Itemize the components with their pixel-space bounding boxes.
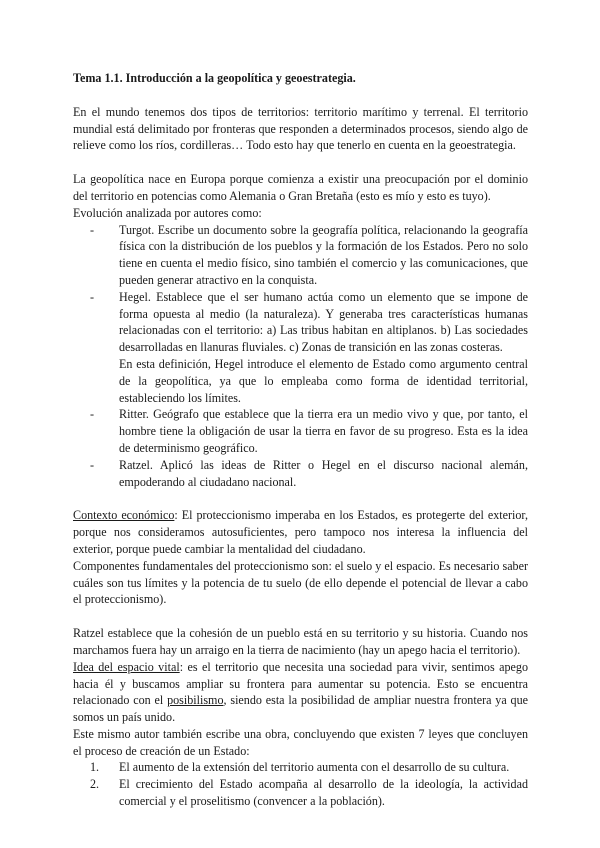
paragraph-protectionism-components: Componentes fundamentales del proteccionismo son: el suelo y el espacio. Es necesario saber cuáles son tus límites y la potencia de tu suelo (de ello depende el potencial de llevar a cabo el proteccionismo). (73, 558, 528, 607)
paragraph-territories: En el mundo tenemos dos tipos de territorios: territorio marítimo y terrenal. El territorio mundial está delimitado por fronteras que responden a determinados procesos, siendo algo de relieve como los ríos, cordilleras… Todo esto hay que tenerlo en cuenta en la geoestrategia. (73, 104, 528, 153)
law-item (90, 759, 528, 776)
author-hegel-extra: En esta definición, Hegel introduce el elemento de Estado como argumento central de la geopolítica, ya que lo empleaba como forma de identidad territorial, estableciendo los límites. (119, 356, 528, 405)
author-item-turgot: - Turgot. Escribe un documento sobre la geografía política, relacionando la geografía física con la distribución de los pueblos y la formación de los Estados. Pero no solo tiene en cuenta el medio físico, sino también el comercio y las comunicaciones, que pueden generar atractivo en la conquista. (119, 222, 528, 289)
economic-context-text: : El proteccionismo imperaba en los Estados, es protegerte del exterior, porque nos consideramos autosuficientes, pero tampoco nos interesa la influencia del exterior, porque puede cambiar la mentalidad del ciudadano. (73, 508, 528, 556)
document-page (73, 70, 528, 810)
author-hegel-text: Hegel. Establece que el ser humano actúa como un elemento que se impone de forma opuesta al medio (la naturaleza). Y generaba tres características humanas relacionadas con el territorio: a) Las tribus habitan en altiplanos. b) Las sociedades desarrolladas en llanuras fluviales. c) Zonas de transición en las zonas costeras. (119, 289, 528, 355)
law-number: 2. (90, 777, 100, 792)
laws-list (73, 759, 528, 809)
paragraph-seven-laws-intro: Este mismo autor también escribe una obra, concluyendo que existen 7 leyes que concluyen el proceso de creación de un Estado: (73, 726, 528, 758)
vital-space-text-2: , siendo esta la posibilidad de ampliar nuestra frontera ya que somos un país unido. (73, 693, 528, 725)
paragraph-vital-space (73, 659, 528, 726)
authors-list (73, 222, 528, 491)
section-title: Tema 1.1. Introducción a la geopolítica y geoestrategia. (73, 71, 356, 85)
vital-space-text-1: : es el territorio que necesita una sociedad para vivir, sentimos apego hacia él y buscamos ampliar su frontera para aumentar su potencia. Esto se encuentra relacionado con el (73, 659, 528, 708)
author-item-hegel (119, 289, 528, 407)
economic-context-label: Contexto económico (73, 508, 175, 523)
law-text: El aumento de la extensión del territorio aumenta con el desarrollo de su cultura. (119, 760, 510, 775)
law-text: El crecimiento del Estado acompaña al desarrollo de la ideología, la actividad comercial y el proselitismo (convencer a la población). (119, 777, 528, 809)
paragraph-ratzel-cohesion: Ratzel establece que la cohesión de un pueblo está en su territorio y su historia. Cuando nos marchamos fuera hay un arraigo en la tierra de nacimiento (hay un apego hacia el territorio). (73, 626, 528, 657)
paragraph-geopolitics-origin: La geopolítica nace en Europa porque comienza a existir una preocupación por el dominio del territorio en potencias como Alemania o Gran Bretaña (esto es mío y esto es tuyo). (73, 172, 528, 203)
paragraph-economic-context (73, 507, 528, 557)
posibilismo-term: posibilismo (167, 693, 224, 708)
author-item-ratzel: - Ratzel. Aplicó las ideas de Ritter o Hegel en el discurso nacional alemán, empoderando al ciudadano nacional. (119, 457, 528, 491)
law-item (90, 776, 528, 810)
vital-space-label: Idea del espacio vital (73, 659, 180, 674)
author-item-ritter: - Ritter. Geógrafo que establece que la tierra era un medio vivo y que, por tanto, el hombre tiene la obligación de usar la tierra en favor de su progreso. Esta es la idea de determinismo geográfico. (119, 406, 528, 456)
paragraph-authors-intro: Evolución analizada por autores como: (73, 205, 262, 220)
law-number: 1. (90, 760, 100, 775)
